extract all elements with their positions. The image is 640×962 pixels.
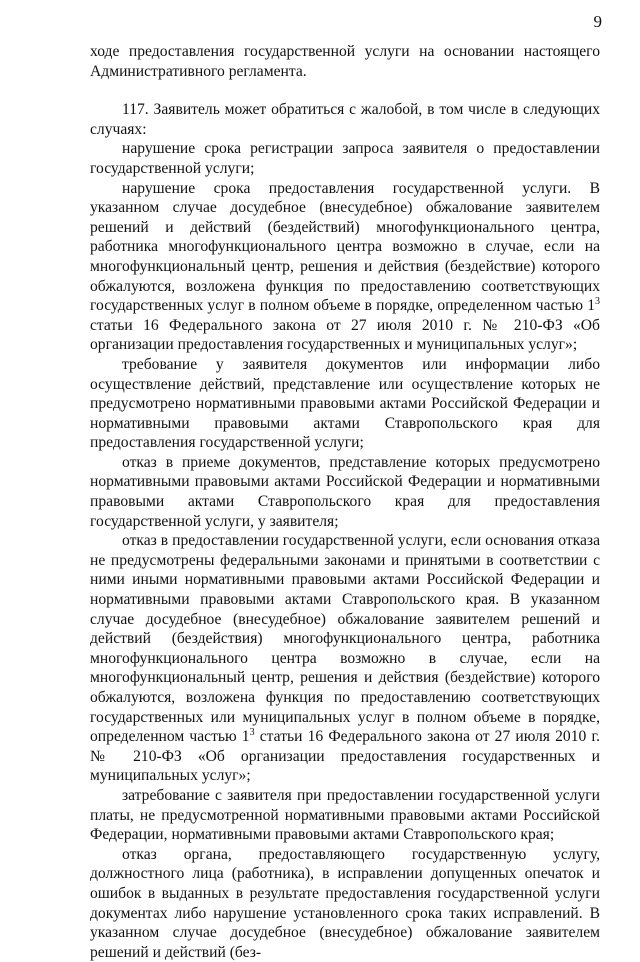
text-segment: нарушение срока предоставления государственной услуги. В указанном случае досудебное (внесудебное) обжалование заявителем решений и действий (бездействий) многофункционального центра, работника многофункционального центра возможно в случае, если на многофункциональный центр, решения и действия (бездействие) которого обжалуются, возложена функция по предоставлению соответствующих государственных услуг в полном объеме в порядке, определенном частью 1 bbox=[90, 179, 600, 315]
superscript: 3 bbox=[595, 295, 600, 307]
page-number: 9 bbox=[593, 12, 602, 31]
text-segment: статьи 16 Федерального закона от 27 июля 2010 г. № 210-ФЗ «Об организации предоставления государственных и муниципальных услуг»; bbox=[90, 728, 600, 785]
superscript: 3 bbox=[249, 727, 255, 738]
paragraph-continuation: ходе предоставления государственной услуги на основании настоящего Административного регламента. bbox=[90, 43, 600, 80]
paragraph-deadline-violation bbox=[90, 179, 600, 355]
paragraph-fee-demand: затребование с заявителя при предоставлении государственной услуги платы, не предусмотренной нормативными правовыми актами Российской Федерации, нормативными правовыми актами Ставропольского края; bbox=[90, 786, 600, 844]
text-segment: статьи 16 Федерального закона от 27 июля 2010 г. № 210-ФЗ «Об организации предоставления государственных и муниципальных услуг»; bbox=[90, 316, 600, 354]
paragraph-refusal-service bbox=[90, 531, 600, 786]
paragraph-correction-refusal: отказ органа, предоставляющего государственную услугу, должностного лица (работника), в исправлении допущенных опечаток и ошибок в выданных в результате предоставления государственной услуги документах либо нарушение установленного срока таких исправлений. В указанном случае досудебное (внесудебное) обжалование заявителем решений и действий (без- bbox=[90, 845, 600, 961]
paragraph-document-requirement: требование у заявителя документов или информации либо осуществление действий, представление или осуществление которых не предусмотрено нормативными правовыми актами Российской Федерации и нормативными правовыми актами Ставропольского края для предоставления государственной услуги; bbox=[90, 355, 600, 452]
paragraph-117-intro: 117. Заявитель может обратиться с жалобой, в том числе в следующих случаях: bbox=[90, 101, 600, 138]
paragraph-refusal-acceptance: отказ в приеме документов, представление которых предусмотрено нормативными правовыми актами Российской Федерации и нормативными правовыми актами Ставропольского края для предоставления государственной услуги, у заявителя; bbox=[90, 453, 600, 530]
paragraph-registration-violation: нарушение срока регистрации запроса заявителя о предоставлении государственной услуги; bbox=[90, 140, 600, 177]
text-segment: отказ в предоставлении государственной услуги, если основания отказа не предусмотрены федеральными законами и принятыми в соответствии с ними иными нормативными правовыми актами Российской Федерации и нормативными правовыми актами Ставропольского края. В указанном случае досудебное (внесудебное) обжалование заявителем решений и действий (бездействия) многофункционального центра, работника многофункционального центра возможно в случае, если на многофункциональный центр, решения и действия (бездействие) которого обжалуются, возложена функция по предоставлению соответствующих государственных или муниципальных услуг в полном объеме в порядке, определенном частью 1 bbox=[90, 532, 600, 746]
document-body bbox=[90, 42, 600, 962]
